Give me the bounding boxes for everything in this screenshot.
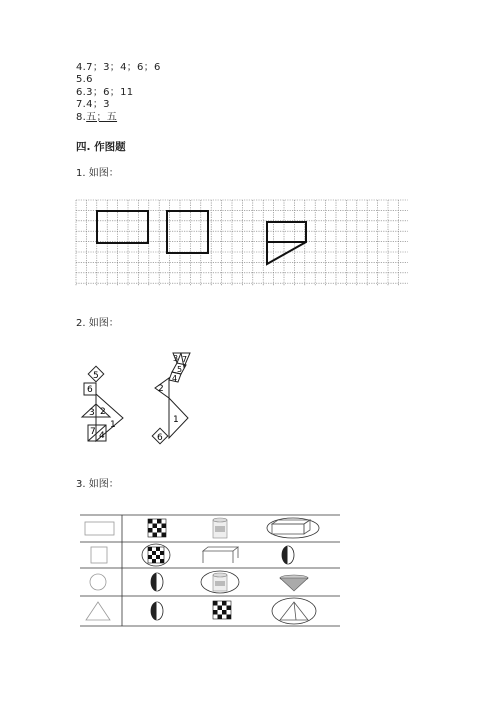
ball-icon bbox=[151, 602, 163, 620]
tangram-left-number-6: 6 bbox=[87, 385, 93, 395]
answer-row-4: 4.7；3；4；6；6 bbox=[76, 62, 161, 73]
circle-mark-icon bbox=[267, 518, 319, 538]
q2-label: 2. 如图： bbox=[76, 318, 119, 329]
tangram-right-number-5: 5 bbox=[177, 365, 183, 374]
flat-square-icon bbox=[91, 547, 107, 563]
q1-label: 1. 如图： bbox=[76, 168, 119, 179]
tangram-right-number-6: 6 bbox=[157, 433, 163, 443]
ball-icon bbox=[282, 546, 294, 564]
cylinder-can-icon bbox=[213, 573, 227, 591]
answer-row-7: 7.4；3 bbox=[76, 99, 110, 111]
checker-cube-icon bbox=[148, 519, 166, 537]
cone-icon bbox=[280, 575, 308, 591]
table-shape-icon bbox=[203, 547, 238, 563]
q1-rectangle bbox=[97, 211, 148, 243]
tangram-left-number-5: 5 bbox=[93, 371, 99, 381]
flat-rectangle-icon bbox=[85, 522, 114, 535]
tangram-right-number-4: 4 bbox=[172, 374, 178, 383]
tangram-left-number-3: 3 bbox=[89, 408, 95, 418]
flat-triangle-icon bbox=[86, 602, 110, 620]
tangram-left-number-1: 1 bbox=[110, 420, 116, 430]
cylinder-can-icon bbox=[213, 518, 227, 538]
q1-trapezoid bbox=[267, 222, 306, 264]
q3-label: 3. 如图： bbox=[76, 479, 119, 490]
pyramid-icon bbox=[280, 602, 308, 620]
tangram-left-number-7: 7 bbox=[90, 427, 96, 437]
q3-table bbox=[80, 515, 340, 626]
cuboid-icon bbox=[272, 520, 310, 534]
checker-cube-icon bbox=[148, 547, 164, 563]
tangram-right-number-3: 3 bbox=[173, 354, 179, 363]
tangram-right-number-1: 1 bbox=[173, 415, 179, 425]
tangram-right-number-2: 2 bbox=[158, 384, 164, 394]
checker-cube-icon bbox=[213, 601, 231, 619]
tangram-left bbox=[82, 366, 123, 441]
tangram-right-number-7: 7 bbox=[182, 355, 188, 364]
tangram-right bbox=[152, 353, 190, 444]
answer-row-5: 5.6 bbox=[76, 74, 93, 86]
flat-circle-icon bbox=[90, 574, 106, 590]
ball-icon bbox=[151, 573, 163, 591]
q1-square bbox=[167, 211, 208, 253]
tangram-left-number-2: 2 bbox=[100, 407, 106, 417]
section-title: 四. 作图题 bbox=[76, 141, 126, 153]
answer-row-8: 8.五；五 bbox=[76, 111, 118, 123]
answer-row-6: 6.3；6；11 bbox=[76, 86, 134, 98]
tangram-left-number-4: 4 bbox=[99, 431, 105, 441]
